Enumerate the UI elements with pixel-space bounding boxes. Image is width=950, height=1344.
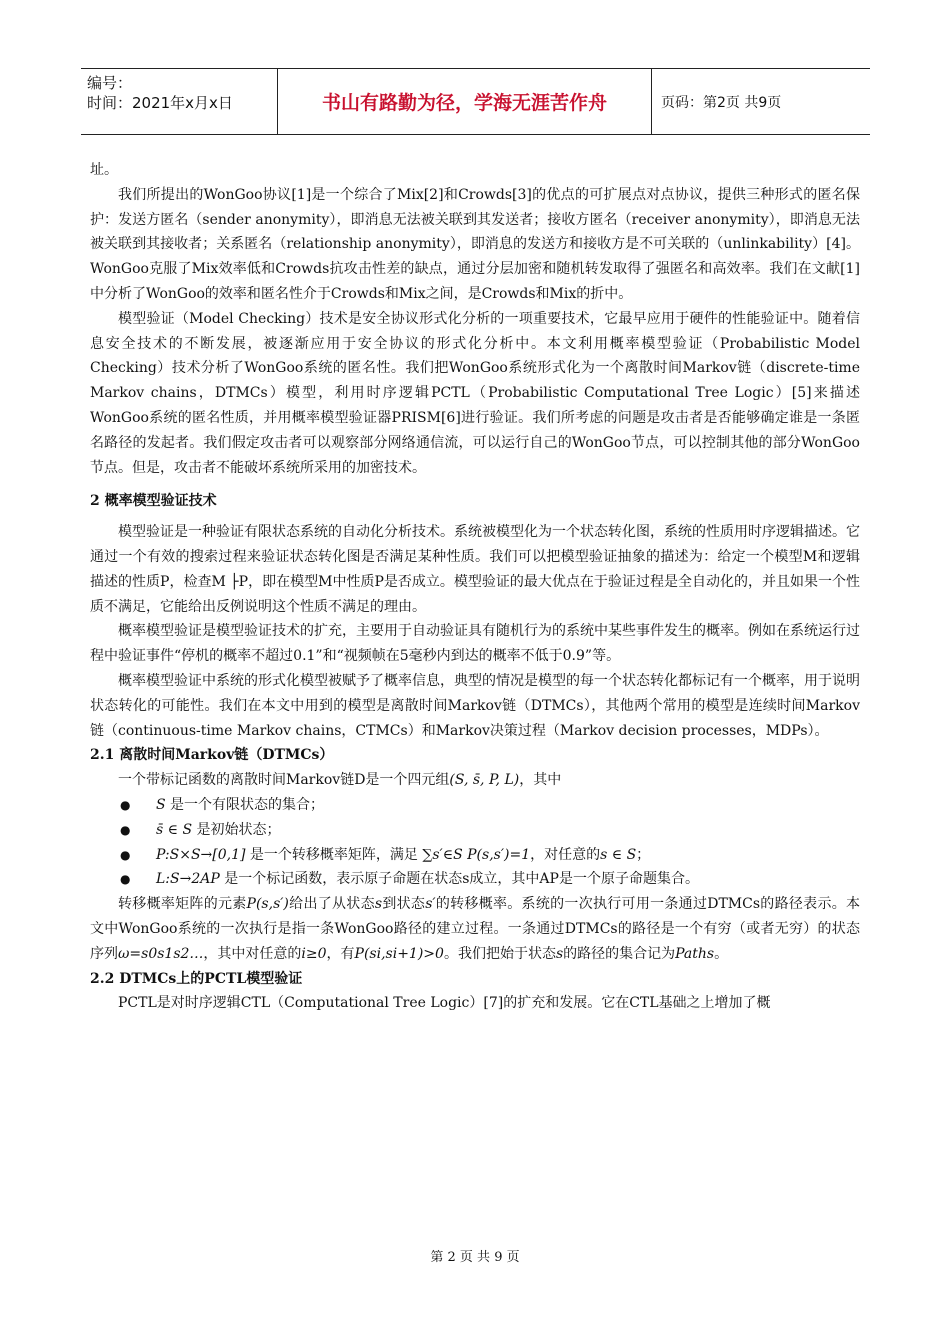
- b3-text-1: 是一个转移概率矩阵，满足: [245, 846, 423, 863]
- p7-m3: s′: [425, 896, 436, 913]
- paragraph-3: 模型验证是一种验证有限状态系统的自动化分析技术。系统被模型化为一个状态转化图，系统的性质用时序逻辑描述。它通过一个有效的搜索过程来验证状态转化图是否满足某种性质。我们可以把模型验证抽象的描述为：给定一个模型M和逻辑描述的性质P，检查M ├P，即在模型M中性质P是否成立。模型验证的最大优点在于验证过程是全自动化的，并且如果一个性质不满足，它能给出反例说明这个性质不满足的理由。: [90, 524, 860, 615]
- p7-m1: P(s,s′): [246, 896, 289, 913]
- header-left-cell: [81, 69, 278, 134]
- b4-formula: L:S→2AP: [156, 871, 220, 888]
- b3-text-2: ，对任意的: [530, 846, 601, 863]
- section-heading-2-2: 2.2 DTMCs上的PCTL模型验证: [90, 970, 303, 987]
- paragraph-1: 我们所提出的WonGoo协议[1]是一个综合了Mix[2]和Crowds[3]的优点的可扩展点对点协议，提供三种形式的匿名保护：发送方匿名（sender anonymity），即消息无法被关联到其发送者；接收方匿名（receiver anonymity），即消息无法被关联到其接收者；关系匿名（relationship anonymity），即消息的发送方和接收方是不可关联的（unlinkability）[4]。WonGoo克服了Mix效率低和Crowds抗攻击性差的缺点，通过分层加密和随机转发取得了强匿名和高效率。我们在文献[1]中分析了WonGoo的效率和匿名性介于Crowds和Mix之间，是Crowds和Mix的折中。: [90, 186, 860, 302]
- bullet-item-3: [90, 843, 860, 868]
- p7-h: 的路径的集合记为: [563, 945, 676, 962]
- page-info: 页码：第2页 共9页: [661, 94, 782, 111]
- time-label: 时间：2021年x月x日: [87, 94, 233, 112]
- section-heading-2-1: 2.1 离散时间Markov链（DTMCs）: [90, 747, 334, 764]
- b3-text-3: ；: [636, 846, 651, 863]
- p7-m8: Paths: [675, 945, 715, 962]
- paragraph-2: 模型验证（Model Checking）技术是安全协议形式化分析的一项重要技术，它最早应用于硬件的性能验证中。随着信息安全技术的不断发展，被逐渐应用于安全协议的形式化分析中。本文利用概率模型验证（Probabilistic Model Checking）技术分析了WonGoo系统的匿名性。我们把WonGoo系统形式化为一个离散时间Markov链（discrete-time Markov chains，DTMCs）模型，利用时序逻辑PCTL（Probabilistic Computational Tree Logic）[5]来描述WonGoo系统的匿名性质，并用概率模型验证器PRISM[6]进行验证。我们所考虑的问题是攻击者是否能够确定谁是一条匿名路径的发起者。我们假定攻击者可以观察部分网络通信流，可以运行自己的WonGoo节点，可以控制其他的部分WonGoo节点。但是，攻击者不能破坏系统所采用的加密技术。: [90, 310, 860, 476]
- paragraph-7: [90, 892, 860, 966]
- p7-a: 转移概率矩阵的元素: [118, 896, 247, 913]
- p7-m7: s: [555, 945, 564, 962]
- b4-text: 是一个标记函数，表示原子命题在状态s成立，其中AP是一个原子命题集合。: [219, 871, 699, 888]
- paragraph-4: 概率模型验证是模型验证技术的扩充，主要用于自动验证具有随机行为的系统中某些事件发生的概率。例如在系统运行过程中验证事件“停机的概率不超过0.1”和“视频帧在5毫秒内到达的概率不低于0.9”等。: [90, 623, 860, 665]
- p7-e: ，其中对任意的: [203, 945, 302, 962]
- b2-formula: s̄ ∈ S: [156, 821, 193, 838]
- bullet-item-2: [90, 818, 860, 843]
- number-label: 编号：: [87, 74, 133, 92]
- paragraph-5: 概率模型验证中系统的形式化模型被赋予了概率信息，典型的情况是模型的每一个状态转化都标记有一个概率，用于说明状态转化的可能性。我们在本文中用到的模型是离散时间Markov链（DTMCs），其他两个常用的模型是连续时间Markov链（continuous-time Markov chains，CTMCs）和Markov决策过程（Markov decision processes，MDPs）。: [90, 672, 860, 739]
- p7-g: 。我们把始于状态: [443, 945, 556, 962]
- bullet-dot-icon: ●: [120, 822, 131, 837]
- b3-formula-3: s ∈ S: [600, 846, 637, 863]
- p7-m4: ω=s0s1s2…: [118, 945, 204, 962]
- p7-m5: i≥0: [301, 945, 327, 962]
- b2-text: 是初始状态；: [192, 821, 281, 838]
- b1-text: 是一个有限状态的集合；: [165, 796, 325, 813]
- b3-sum-formula: ∑s′∈S P(s,s′)=1: [422, 846, 531, 863]
- p7-b: 给出了从状态: [288, 896, 375, 913]
- p7-c: 到状态: [382, 896, 426, 913]
- p7-f: ，有: [326, 945, 355, 962]
- bullet-item-1: [90, 793, 860, 818]
- tuple-formula: (S, s̄, P, L): [449, 772, 520, 789]
- bullet-item-4: [90, 867, 860, 892]
- p7-m2: s: [374, 896, 383, 913]
- p7-m6: P(si,si+1)>0: [354, 945, 444, 962]
- p6-text-b: ，其中: [519, 772, 562, 789]
- page-footer: 第 2 页 共 9 页: [430, 1250, 520, 1265]
- b1-formula: S: [156, 796, 166, 813]
- p7-i: 。: [714, 945, 729, 962]
- bullet-dot-icon: ●: [120, 847, 131, 862]
- b3-formula: P:S×S→[0,1]: [156, 846, 246, 863]
- document-body: [90, 158, 860, 1016]
- section-heading-2: 2 概率模型验证技术: [90, 493, 217, 510]
- page-header: [81, 68, 870, 135]
- bullet-dot-icon: ●: [120, 872, 131, 887]
- paragraph-0: 址。: [90, 162, 118, 178]
- p7-d: 的转移概率。系统的一次执行可用一条通过DTMCs的路径表示。本文中WonGoo系统的一次执行是指一条WonGoo路径的建立过程。一条通过DTMCs的路径是一个有穷（或者无穷）的状态序列: [90, 896, 861, 962]
- paragraph-8: PCTL是对时序逻辑CTL（Computational Tree Logic）[7]的扩充和发展。它在CTL基础之上增加了概: [118, 995, 771, 1012]
- p6-text-a: 一个带标记函数的离散时间Markov链D是一个四元组: [118, 772, 450, 789]
- bullet-dot-icon: ●: [120, 797, 131, 812]
- motto: 书山有路勤为径，学海无涯苦作舟: [278, 69, 652, 134]
- paragraph-6: [90, 768, 860, 793]
